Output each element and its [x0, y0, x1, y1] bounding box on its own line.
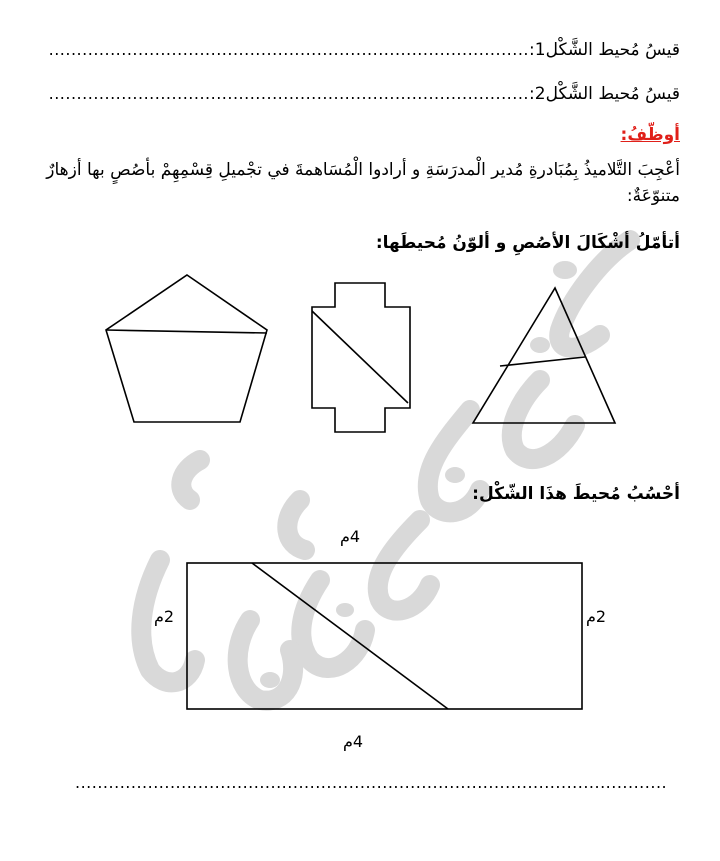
- problem-paragraph: أعْجِبَ التَّلاميذُ بِمُبَادرةِ مُدير الْمدرَسَةِ و أرادوا الْمُسَاهمةَ في تجْميلِ قِسْمِهِمْ بأصُصٍ بها أزهارٌ متنوّعَةٌ:: [46, 160, 680, 206]
- measure-label-2: قيسُ مُحيط الشَّكْل2:: [529, 84, 680, 104]
- rect-bottom-length-label: 4م: [343, 732, 364, 751]
- compute-heading: أحْسُبُ مُحيطَ هذَا الشّكْل:: [472, 484, 680, 504]
- rect-right-width-label: 2م: [586, 607, 607, 626]
- answer-dots-bottom: ..........................................................................................................: [75, 773, 668, 792]
- measure-label-1: قيسُ مُحيط الشَّكْل1:: [529, 40, 680, 60]
- pentagon-diagonal: [106, 330, 267, 333]
- observe-heading: أتأمّلُ أشْكَالَ الأصُصِ و ألوّنُ مُحيطَها:: [375, 233, 680, 253]
- answer-dots-1: ......................................................................................: [48, 40, 530, 59]
- answer-dots-2: ......................................................................................: [48, 84, 530, 103]
- triangle-shape: [473, 288, 615, 423]
- cross-diagonal: [312, 311, 408, 403]
- rect-top-length-label: 4م: [340, 527, 361, 546]
- rectangle-shape: [187, 563, 582, 709]
- rectangle-diagonal: [252, 563, 448, 709]
- rect-left-width-label: 2م: [154, 607, 175, 626]
- employ-heading: أوظّفُ:: [620, 125, 680, 145]
- pentagon-shape: [106, 275, 267, 422]
